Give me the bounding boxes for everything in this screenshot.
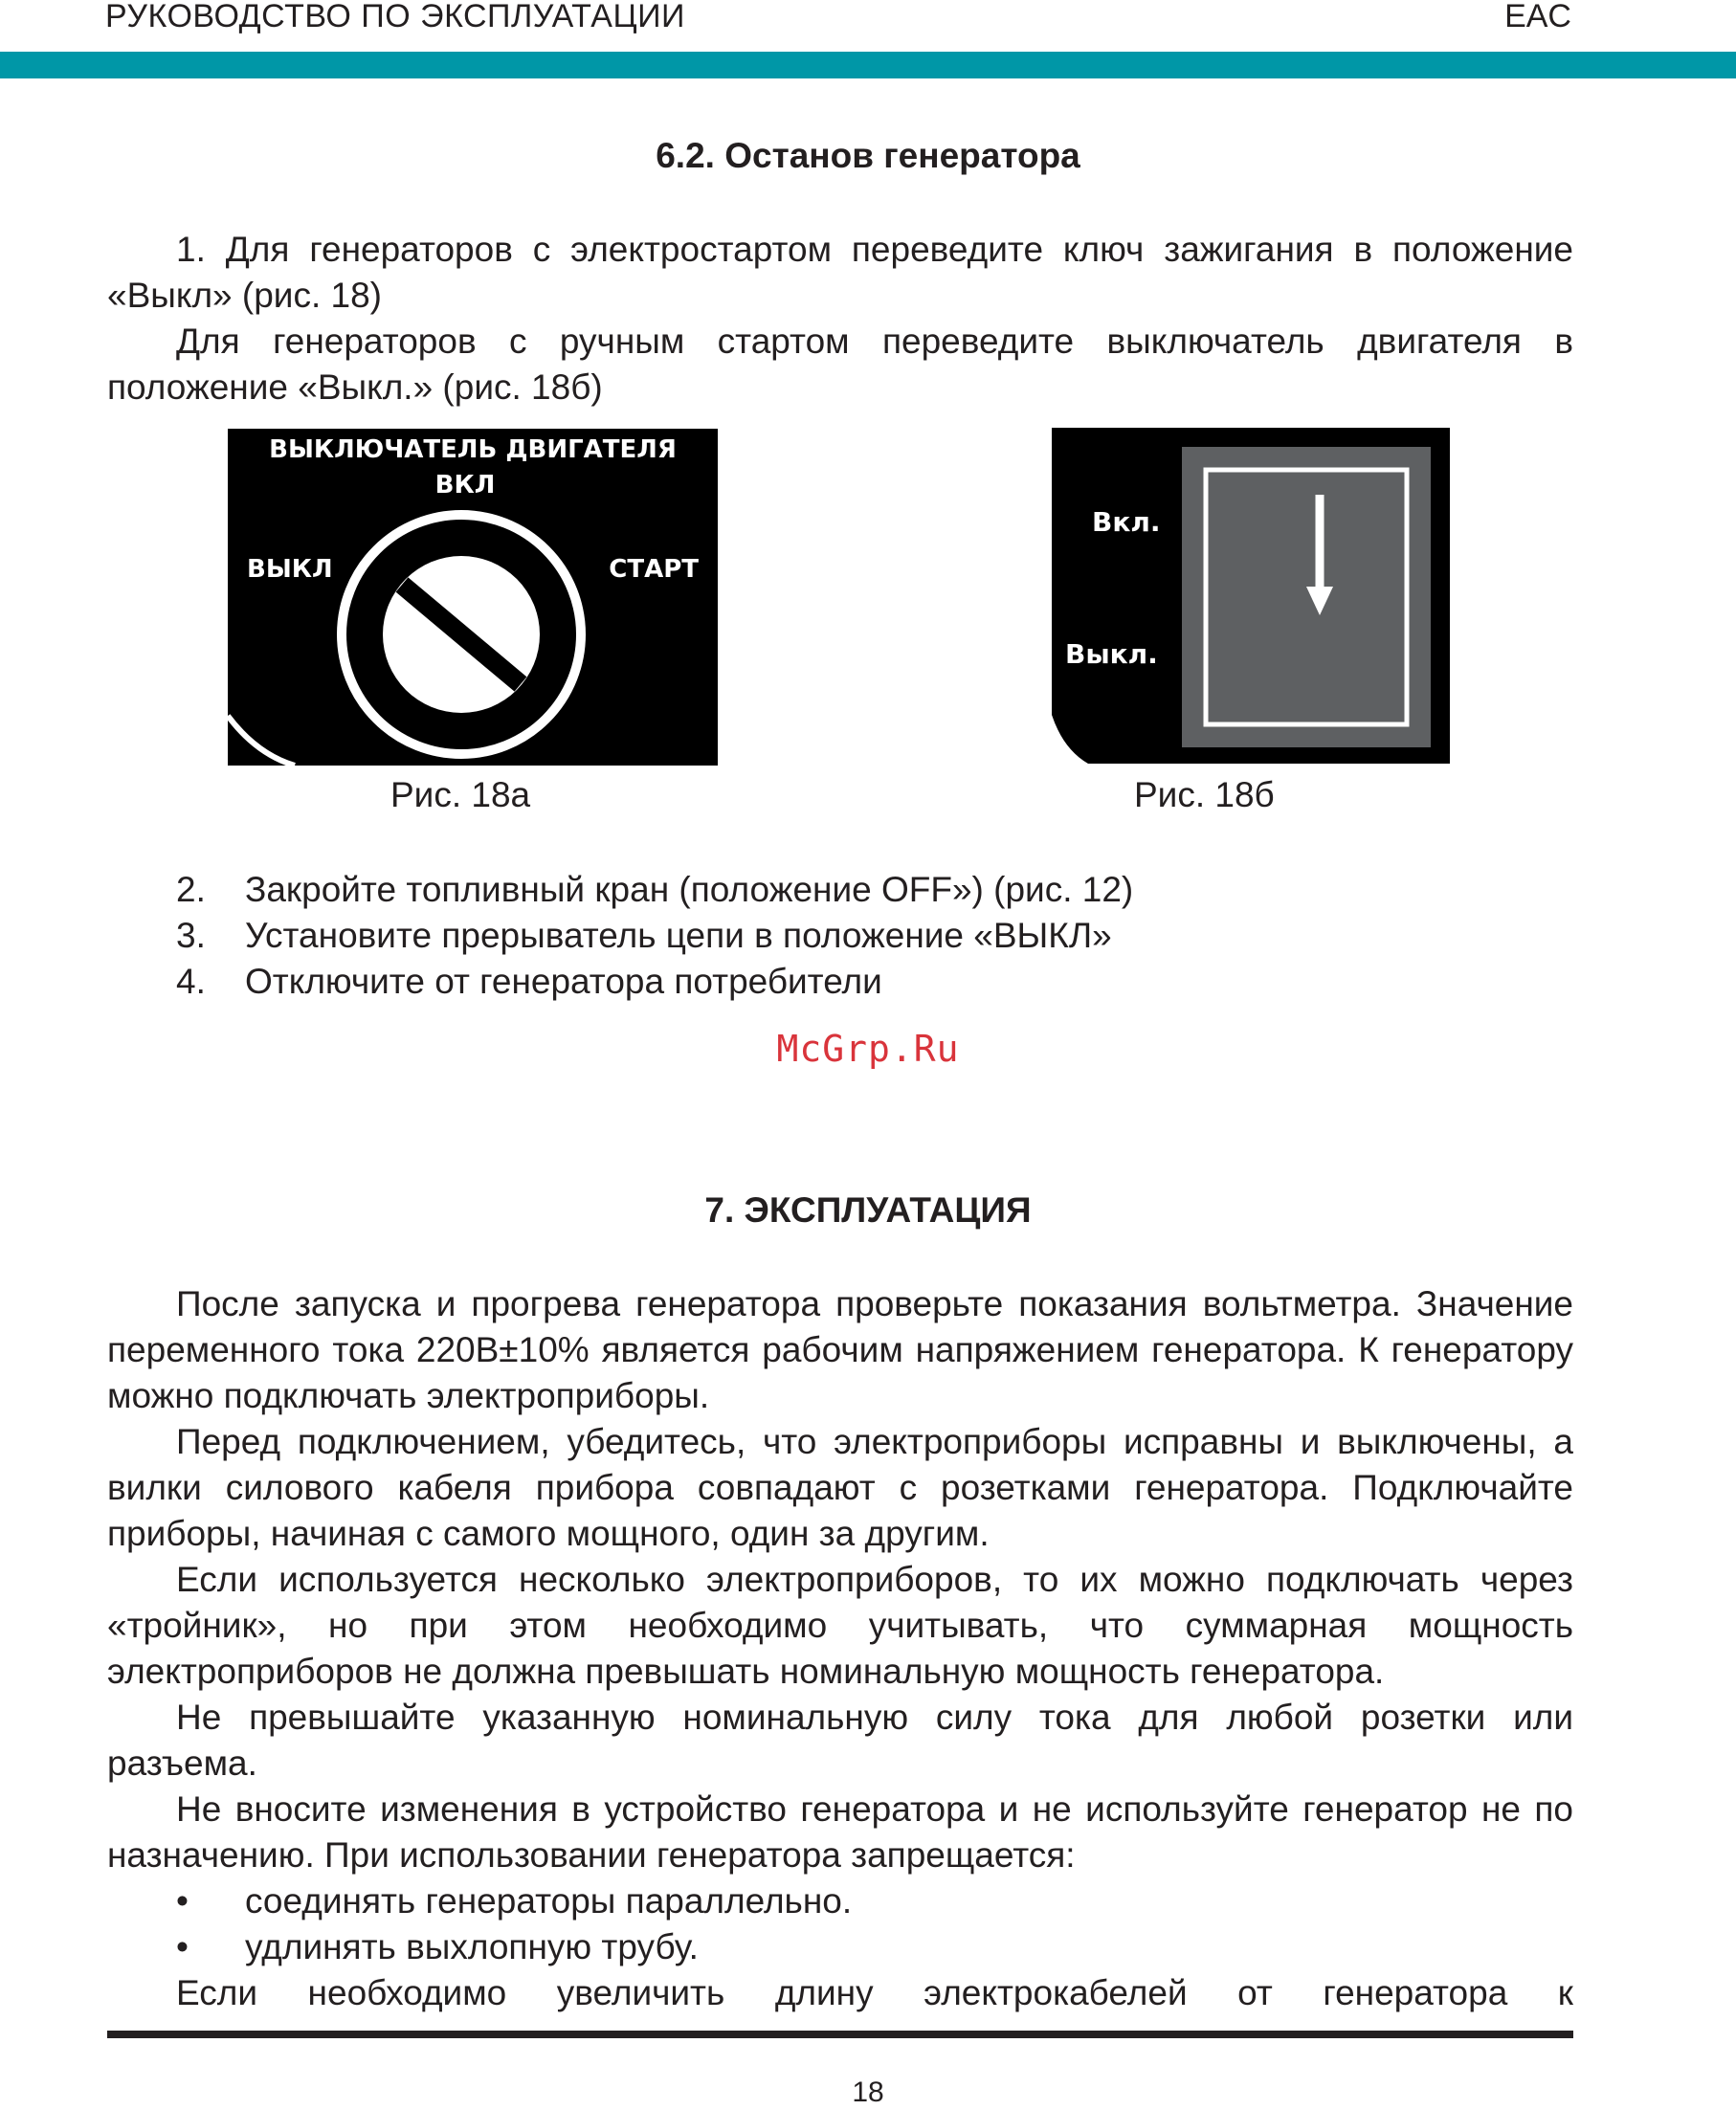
bullet-item bbox=[107, 1924, 1573, 1970]
section-6-2-title: 6.2. Останов генератора bbox=[656, 136, 1080, 175]
figure-18b-caption: Рис. 18б bbox=[1134, 775, 1275, 814]
paragraph: После запуска и прогрева генератора проверьте показания вольтметра. Значение переменного тока 220В±10% является рабочим напряжением генератора. К генератору можно подключать электроприборы. bbox=[107, 1284, 1573, 1415]
header-accent-bar bbox=[0, 52, 1736, 78]
figure-18b-engine-switch bbox=[1052, 428, 1450, 764]
watermark: McGrp.Ru bbox=[776, 1028, 960, 1070]
bullet-icon: • bbox=[176, 1881, 189, 1921]
step-text: Отключите от генератора потребители bbox=[245, 962, 882, 1001]
engine-switch-label: ВЫКЛЮЧАТЕЛЬ ДВИГАТЕЛЯ bbox=[269, 435, 677, 464]
paragraph: Не вносите изменения в устройство генератора и не используйте генератор не по назначению. При использовании генератора запрещается: bbox=[107, 1789, 1573, 1875]
paragraph: Если используется несколько электроприборов, то их можно подключать через «тройник», но при этом необходимо учитывать, что суммарная мощность электроприборов не должна превышать номинальную мощность генератора. bbox=[107, 1560, 1573, 1691]
step1-manual-start: Для генераторов с ручным стартом переведите выключатель двигателя в положение «Выкл.» (рис. 18б) bbox=[107, 322, 1573, 407]
bullet-item bbox=[107, 1878, 1573, 1924]
start-position-label: СТАРТ bbox=[609, 555, 699, 584]
paragraph-continued: Если необходимо увеличить длину электрокабелей от генератора к bbox=[176, 1973, 1573, 2012]
step1-electric-start: 1. Для генераторов с электростартом переведите ключ зажигания в положение «Выкл» (рис. 18) bbox=[107, 230, 1573, 315]
section-7-title: 7. ЭКСПЛУАТАЦИЯ bbox=[704, 1190, 1032, 1230]
step-item bbox=[107, 913, 1573, 959]
bullet-icon: • bbox=[176, 1927, 189, 1966]
section-6-2-steps bbox=[107, 867, 1573, 1005]
document-title: РУКОВОДСТВО ПО ЭКСПЛУАТАЦИИ bbox=[105, 0, 685, 34]
figure-18a-caption: Рис. 18а bbox=[390, 775, 531, 814]
step-number: 3. bbox=[176, 916, 206, 955]
on-position-label: ВКЛ bbox=[434, 471, 496, 500]
footer-rule bbox=[107, 2031, 1573, 2038]
step-item bbox=[107, 959, 1573, 1005]
bullet-text: удлинять выхлопную трубу. bbox=[245, 1927, 699, 1966]
switch-face bbox=[1182, 447, 1431, 747]
page-number: 18 bbox=[852, 2077, 884, 2108]
step-item bbox=[107, 867, 1573, 913]
off-position-label: ВЫКЛ bbox=[247, 555, 333, 584]
paragraph: Не превышайте указанную номинальную силу тока для любой розетки или разъема. bbox=[107, 1698, 1573, 1783]
on-position-label: Вкл. bbox=[1092, 506, 1161, 538]
section-6-2-intro bbox=[107, 227, 1573, 411]
figure-18a-ignition-switch bbox=[228, 429, 718, 766]
step-number: 4. bbox=[176, 962, 206, 1001]
paragraph: Перед подключением, убедитесь, что электроприборы исправны и выключены, а вилки силового кабеля прибора совпадают с розетками генератора. Подключайте приборы, начиная с самого мощного, один за другим. bbox=[107, 1422, 1573, 1553]
section-7-body bbox=[107, 1281, 1573, 2016]
bullet-text: соединять генераторы параллельно. bbox=[245, 1881, 853, 1921]
step-number: 2. bbox=[176, 870, 206, 909]
step-text: Установите прерыватель цепи в положение «ВЫКЛ» bbox=[245, 916, 1112, 955]
eac-mark: EAC bbox=[1504, 0, 1571, 34]
step-text: Закройте топливный кран (положение OFF») (рис. 12) bbox=[245, 870, 1134, 909]
off-position-label: Выкл. bbox=[1065, 638, 1158, 670]
